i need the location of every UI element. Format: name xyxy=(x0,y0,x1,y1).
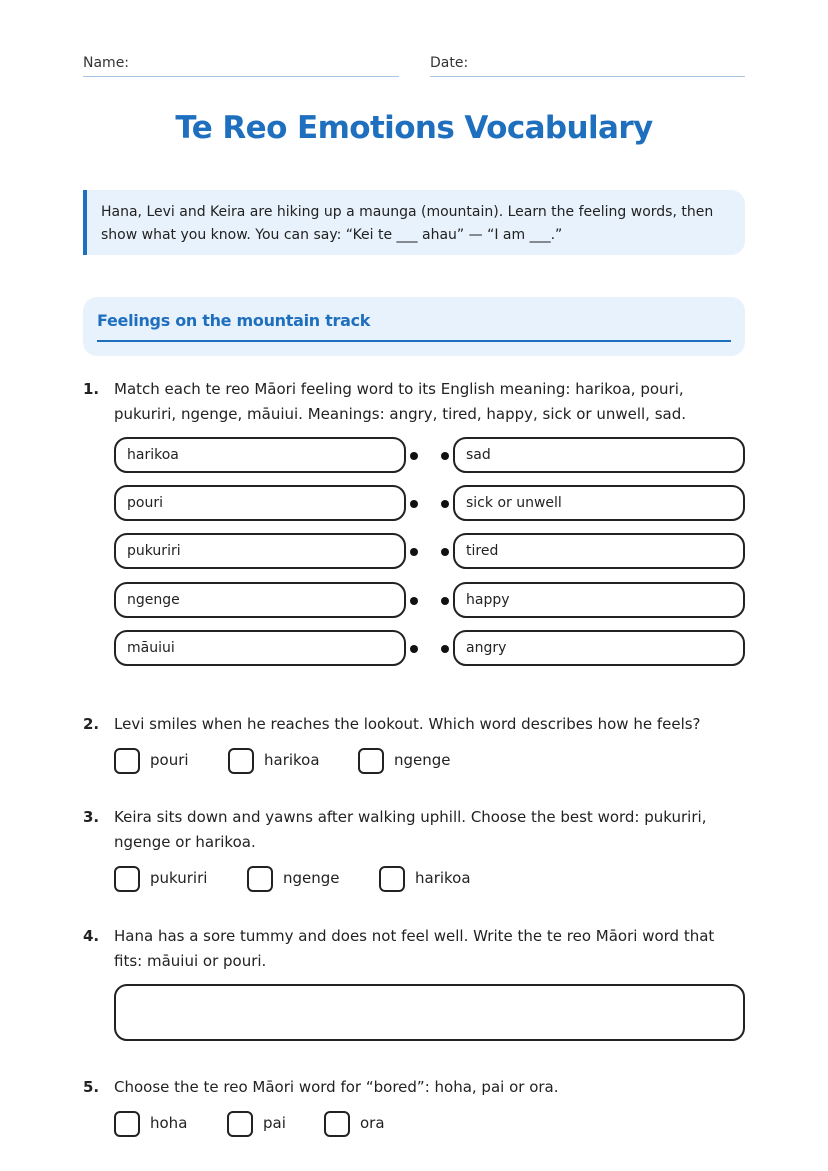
section-header xyxy=(83,297,745,356)
match-left-item[interactable]: ngenge xyxy=(114,582,406,618)
option-label: ngenge xyxy=(283,869,340,887)
match-left-item[interactable]: māuiui xyxy=(114,630,406,666)
question-number: 5. xyxy=(83,1078,100,1096)
option-label: harikoa xyxy=(264,751,320,769)
option-label: hoha xyxy=(150,1114,188,1132)
match-dot-left[interactable] xyxy=(410,548,418,556)
match-left-item[interactable]: pukuriri xyxy=(114,533,406,569)
option-label: harikoa xyxy=(415,869,471,887)
option-label: pai xyxy=(263,1114,286,1132)
match-dot-left[interactable] xyxy=(410,452,418,460)
match-left-item[interactable]: harikoa xyxy=(114,437,406,473)
section-title: Feelings on the mountain track xyxy=(97,311,371,330)
checkbox[interactable] xyxy=(247,866,273,892)
match-right-item[interactable]: happy xyxy=(453,582,745,618)
option-label: pukuriri xyxy=(150,869,208,887)
match-dot-right[interactable] xyxy=(441,452,449,460)
section-underline xyxy=(97,340,731,342)
question-number: 4. xyxy=(83,927,100,945)
checkbox[interactable] xyxy=(227,1111,253,1137)
option-label: ngenge xyxy=(394,751,451,769)
checkbox[interactable] xyxy=(228,748,254,774)
answer-box[interactable] xyxy=(114,984,745,1041)
match-dot-right[interactable] xyxy=(441,597,449,605)
question-text: Hana has a sore tummy and does not feel well. Write the te reo Māori word that fits: māuiui or pouri. xyxy=(114,927,715,970)
match-dot-right[interactable] xyxy=(441,548,449,556)
name-label: Name: xyxy=(83,55,130,71)
checkbox[interactable] xyxy=(114,1111,140,1137)
match-dot-left[interactable] xyxy=(410,500,418,508)
checkbox[interactable] xyxy=(379,866,405,892)
match-right-item[interactable]: tired xyxy=(453,533,745,569)
intro-callout: Hana, Levi and Keira are hiking up a maunga (mountain). Learn the feeling words, then show what you know. You can say: “Kei te ___ ahau” — “I am ___.” xyxy=(83,190,745,255)
match-dot-right[interactable] xyxy=(441,645,449,653)
match-dot-left[interactable] xyxy=(410,597,418,605)
match-dot-left[interactable] xyxy=(410,645,418,653)
date-label: Date: xyxy=(430,55,469,71)
match-dot-right[interactable] xyxy=(441,500,449,508)
page-title: Te Reo Emotions Vocabulary xyxy=(175,110,653,146)
question-text: Match each te reo Māori feeling word to its English meaning: harikoa, pouri, pukuriri, ngenge, māuiui. Meanings: angry, tired, happy, sick or unwell, sad. xyxy=(114,380,687,423)
date-field[interactable] xyxy=(430,52,745,77)
question-number: 2. xyxy=(83,715,100,733)
checkbox[interactable] xyxy=(358,748,384,774)
checkbox[interactable] xyxy=(114,866,140,892)
match-left-item[interactable]: pouri xyxy=(114,485,406,521)
checkbox[interactable] xyxy=(114,748,140,774)
name-field[interactable] xyxy=(83,52,399,77)
question-number: 3. xyxy=(83,808,100,826)
question-text: Levi smiles when he reaches the lookout. Which word describes how he feels? xyxy=(114,715,701,733)
question-number: 1. xyxy=(83,380,100,398)
match-right-item[interactable]: angry xyxy=(453,630,745,666)
match-right-item[interactable]: sick or unwell xyxy=(453,485,745,521)
match-right-item[interactable]: sad xyxy=(453,437,745,473)
option-label: ora xyxy=(360,1114,385,1132)
question-text: Keira sits down and yawns after walking uphill. Choose the best word: pukuriri, ngenge or harikoa. xyxy=(114,808,707,851)
option-label: pouri xyxy=(150,751,189,769)
checkbox[interactable] xyxy=(324,1111,350,1137)
question-text: Choose the te reo Māori word for “bored”: hoha, pai or ora. xyxy=(114,1078,559,1096)
